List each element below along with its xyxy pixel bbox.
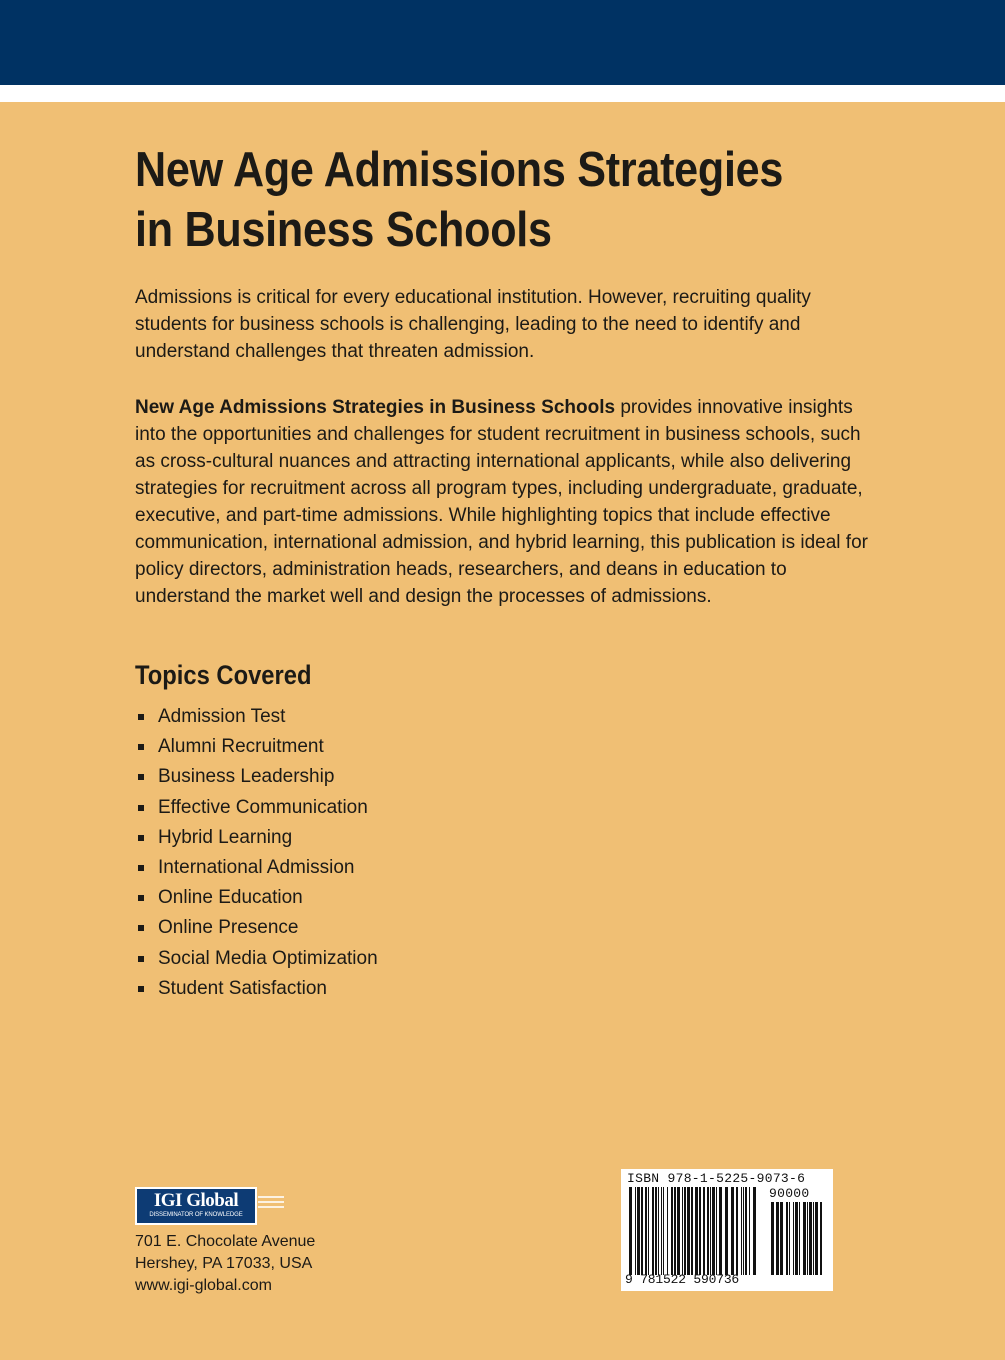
bullet-icon [138,805,144,811]
topic-label: International Admission [158,856,355,878]
bullet-icon [138,925,144,931]
price-code: 90000 [769,1186,810,1201]
bullet-icon [138,986,144,992]
topic-item [135,823,378,853]
barcode-bars [627,1187,757,1275]
topic-label: Admission Test [158,706,286,727]
topic-label: Online Education [158,887,303,909]
isbn-label: ISBN 978-1-5225-9073-6 [627,1171,806,1186]
barcode-addon-bars [769,1202,827,1275]
topic-label: Student Satisfaction [158,977,327,999]
topic-label: Social Media Optimization [158,947,378,969]
description-paragraph [135,394,870,610]
topic-label: Alumni Recruitment [158,736,324,758]
topic-item [135,702,378,732]
address-street: 701 E. Chocolate Avenue [135,1233,316,1250]
topic-item [135,762,378,792]
title-line-2: in Business Schools [135,203,552,257]
logo-name: IGI Global [153,1190,239,1211]
topic-item [135,793,378,823]
topic-item [135,913,378,943]
logo-lines-icon [258,1196,284,1214]
bullet-icon [138,895,144,901]
description-book-title: New Age Admissions Strategies in Business Schools [135,397,616,418]
topics-heading: Topics Covered [135,660,312,690]
book-title [135,140,839,260]
topic-item [135,732,378,762]
isbn-barcode [621,1169,833,1291]
topic-item [135,883,378,913]
address-city: Hershey, PA 17033, USA [135,1255,313,1272]
topics-list [135,702,378,1004]
description-text: provides innovative insights into the opportunities and challenges for student recruitment in business schools, such as cross-cultural nuances and attracting international applicants, while also delivering strategies for recruitment across all program types, including undergraduate, graduate, executive, and part-time admissions. While highlighting topics that include effective communication, international admission, and hybrid learning, this publication is ideal for policy directors, administration heads, researchers, and deans in education to understand the market well and design the processes of admissions. [135,397,868,607]
bullet-icon [138,774,144,780]
intro-paragraph: Admissions is critical for every educational institution. However, recruiting quality students for business schools is challenging, leading to the need to identify and understand challenges that threaten admission. [135,287,811,362]
top-color-band [0,0,1005,85]
topic-item [135,944,378,974]
bullet-icon [138,744,144,750]
title-line-1: New Age Admissions Strategies [135,143,784,197]
topic-label: Hybrid Learning [158,826,293,848]
topic-item [135,974,378,1004]
barcode-digits: 9 781522 590736 [625,1272,740,1287]
publisher-address [135,1231,315,1297]
topic-label: Online Presence [158,917,299,939]
logo-tagline: DISSEMINATOR OF KNOWLEDGE [149,1212,243,1218]
bullet-icon [138,835,144,841]
topic-label: Business Leadership [158,766,335,788]
bullet-icon [138,714,144,720]
publisher-website: www.igi-global.com [135,1277,272,1294]
topic-item [135,853,378,883]
topic-label: Effective Communication [158,796,368,818]
publisher-logo [135,1187,257,1225]
bullet-icon [138,865,144,871]
bullet-icon [138,956,144,962]
